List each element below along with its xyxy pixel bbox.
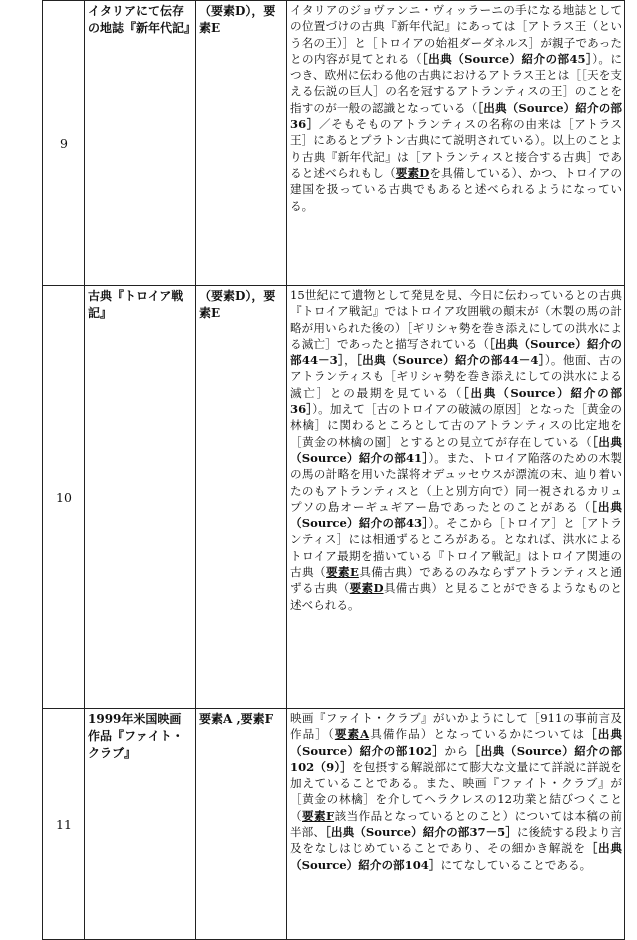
source-citation: ［出典（Source）紹介の部44－4］ bbox=[356, 353, 545, 368]
text-segment: を包摂する解説部にて膨大な文量にて詳説に詳説を加えていることである。また、映画『ファイト・クラブ』が［黄金の林檎］を介してヘラクレスの12功業と結びつくこと（ bbox=[290, 759, 622, 823]
element-tags: （要素D），要素E bbox=[196, 286, 287, 709]
source-citation: ［出典（Source）紹介の部44－3］ bbox=[290, 336, 622, 368]
source-title: イタリアにて伝存の地誌『新年代記』 bbox=[85, 1, 196, 286]
text-segment: ／そもそものアトランティスの名称の由来は［アトラス王］にあるとプラトン古典にて説明されている）。以上のことより古典『新年代記』は［アトランティスと接合する古典］であると述べられもし（ bbox=[290, 117, 622, 180]
row-number: 11 bbox=[43, 709, 85, 940]
text-segment: ）。また、トロイア陥落のための木製の馬の計略を用いた謀将オデュッセウスが漂流の末、辿り着いたのもアトランティスと（上と別方向で）同一視されるカリュプソの島オーギュギアー島であったとのことがある（ bbox=[290, 450, 622, 514]
source-citation: ［出典（Source）紹介の部41］ bbox=[290, 434, 622, 465]
text-segment: 15世紀にて遺物として発見を見、今日に伝わっているとの古典『トロイア戦記』ではトロイア攻囲戦の顛末が（木製の馬の計略が用いられた後の）［ギリシャ勢を巻き添えにしての洪水による滅亡］であったと描写されている（ bbox=[290, 288, 622, 351]
text-segment: 具備古典）と見ることができるようなものと述べられる。 bbox=[290, 581, 622, 612]
element-reference: 要素A bbox=[334, 727, 370, 742]
source-citation: ［出典（Source）紹介の部36］ bbox=[290, 100, 622, 132]
description-text bbox=[287, 1, 625, 286]
table-row bbox=[43, 709, 625, 940]
text-segment: ）。そこから［トロイア］と［アトランティス］には相通ずるところがある。となれば、洪水によるトロイア最期を描いている『トロイア戦記』はトロイア関連の古典（ bbox=[290, 516, 622, 580]
text-segment: ）。他面、古のアトランティスも［ギリシャ勢を巻き添えにしての洪水による滅亡］との最期を見ている（ bbox=[290, 353, 622, 400]
text-segment: イタリアのジョヴァンニ・ヴィッラーニの手になる地誌としての位置づけの古典『新年代記』にあっては［アトラス王（という名の王）］と［トロイアの始祖ダーダネルス］が親子であったとの内容が見てとれる（ bbox=[290, 3, 622, 66]
text-segment: ）。加えて［古のトロイアの破滅の原因］となった［黄金の林檎］に関わるところとして古のアトランティスの比定地を［黄金の林檎の園］とするとの見立てが存在している（ bbox=[290, 402, 622, 449]
element-tags: （要素D），要素E bbox=[196, 1, 287, 286]
source-citation: ［出典（Source）紹介の部45］ bbox=[421, 51, 593, 66]
source-citation: ［出典（Source）紹介の部36］ bbox=[290, 385, 622, 417]
element-reference: 要素E bbox=[326, 565, 359, 580]
text-segment: 具備古典）であるのみならずアトランティスと通ずる古典（ bbox=[290, 565, 622, 596]
text-segment: ）。につき、欧州に伝わる他の古典におけるアトラス王とは［［天を支える伝説の巨人］の名を冠するアトランティスの王］のことを指すのが一般の認識となっている（ bbox=[290, 51, 622, 115]
element-reference: 要素D bbox=[349, 581, 384, 596]
source-title: 古典『トロイア戦記』 bbox=[85, 286, 196, 709]
text-segment: から bbox=[444, 743, 469, 758]
description-text bbox=[287, 286, 625, 709]
source-citation: ［出典（Source）紹介の部104］ bbox=[290, 841, 622, 872]
row-number: 9 bbox=[43, 1, 85, 286]
source-citation: ［出典（Source）紹介の部37－5］ bbox=[325, 825, 517, 840]
source-citation: ［出典（Source）紹介の部102（9）］ bbox=[290, 743, 622, 774]
text-segment: ， bbox=[344, 353, 356, 368]
document-table bbox=[42, 0, 625, 940]
element-reference: 要素D bbox=[395, 165, 430, 180]
text-segment: 映画『ファイト・クラブ』がいかようにして［911の事前言及作品］（ bbox=[290, 711, 622, 742]
source-citation: ［出典（Source）紹介の部102］ bbox=[290, 727, 622, 758]
row-number: 10 bbox=[43, 286, 85, 709]
description-text bbox=[287, 709, 625, 940]
text-segment: を具備している）、かつ、トロイアの建国を扱っている古典でもあると述べられるようになっている。 bbox=[290, 165, 622, 213]
text-segment: に後続する段より言及をなしはじめていることであり、その細かき解説を bbox=[290, 825, 622, 856]
table-row bbox=[43, 1, 625, 286]
text-segment: 具備作品）となっているかについては bbox=[369, 727, 586, 742]
text-segment: にてなしていることである。 bbox=[440, 857, 592, 872]
source-title: 1999年米国映画作品『ファイト・クラブ』 bbox=[85, 709, 196, 940]
source-citation: ［出典（Source）紹介の部43］ bbox=[290, 499, 622, 531]
table-row bbox=[43, 286, 625, 709]
element-tags: 要素A ,要素F bbox=[196, 709, 287, 940]
text-segment: 該当作品となっているとのこと）については本稿の前半部、 bbox=[290, 808, 622, 840]
element-reference: 要素F bbox=[302, 808, 335, 823]
